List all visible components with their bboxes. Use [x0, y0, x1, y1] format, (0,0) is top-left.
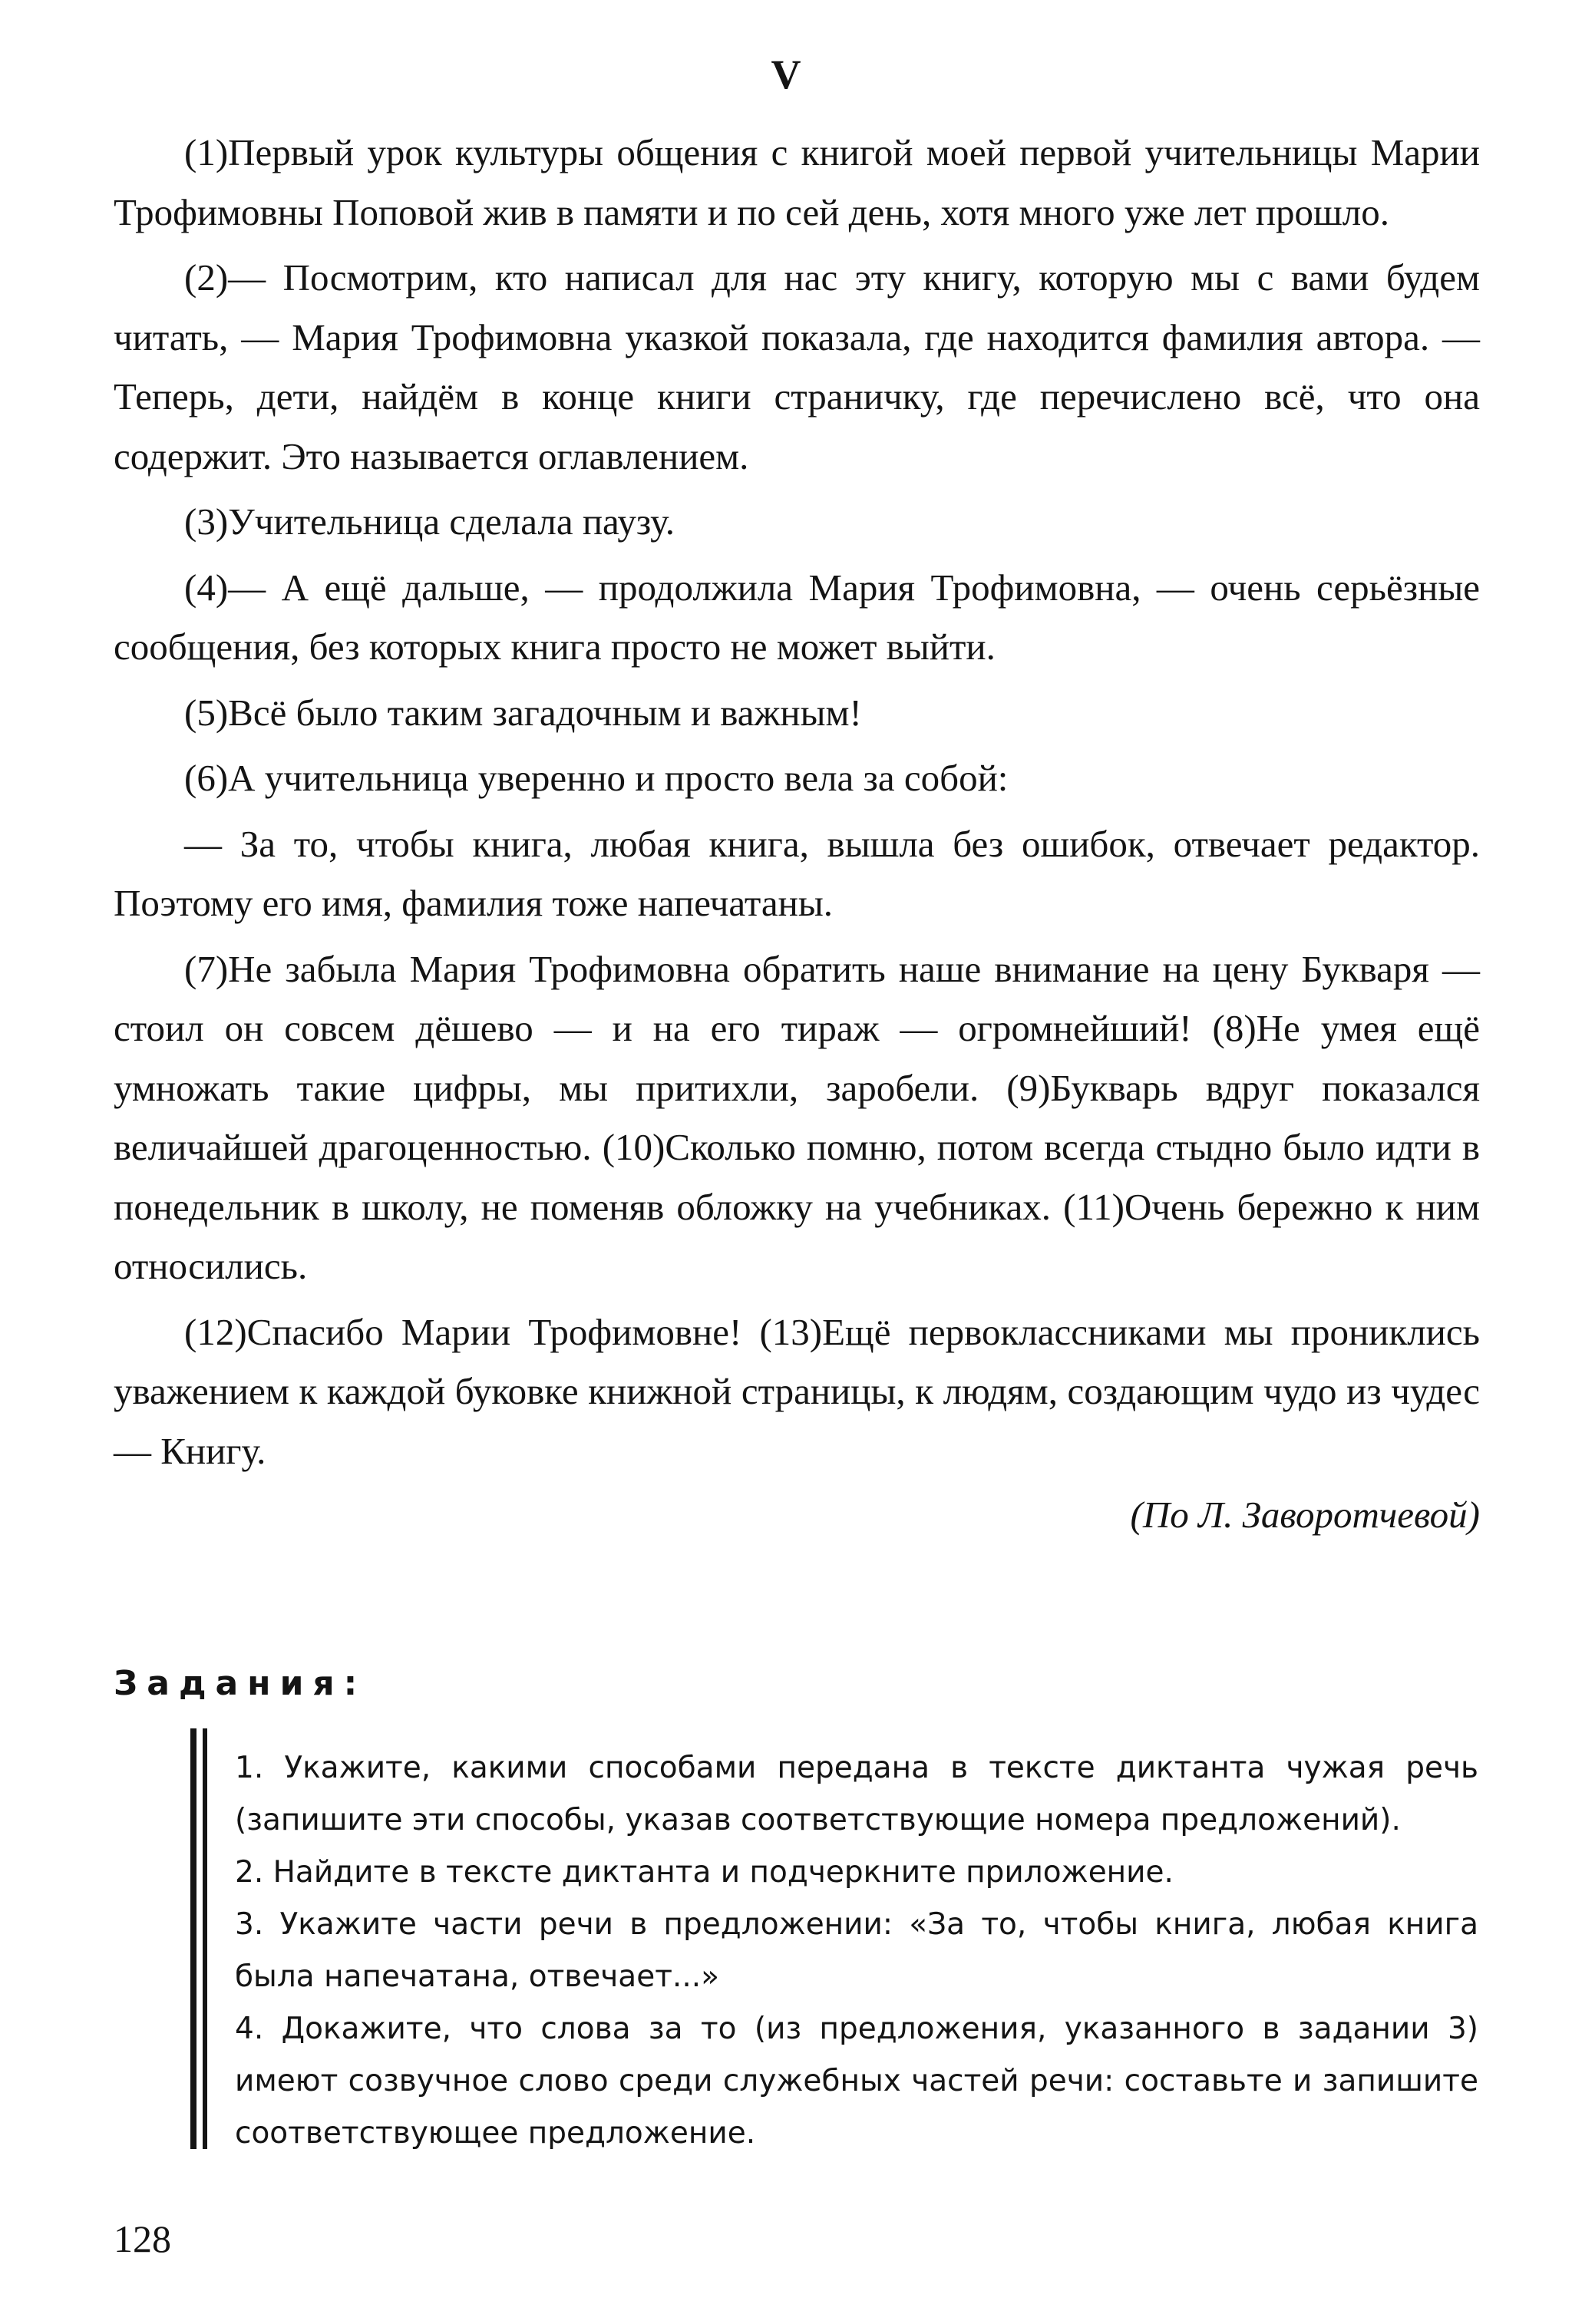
task-1: 1. Укажите, какими способами передана в тексте диктанта чужая речь (запишите эти способы, указав соответствующие номера предложений).: [235, 1751, 1478, 1837]
page-number: 128: [114, 2217, 171, 2260]
paragraph-7: — За то, чтобы книга, любая книга, вышла без ошибок, отвечает редактор. Поэтому его имя, фамилия тоже напечатаны.: [114, 822, 1480, 924]
paragraph-3: (3)Учительница сделала паузу.: [184, 500, 675, 543]
dictation-text: [114, 123, 1480, 1545]
paragraph-4: (4)— А ещё дальше, — продолжила Мария Трофимовна, — очень серьёзные сообщения, без которых книга просто не может выйти.: [114, 566, 1480, 668]
paragraph-2: (2)— Посмотрим, кто написал для нас эту книгу, которую мы с вами будем читать, — Мария Трофимовна указкой показала, где находится фамилия автора. — Теперь, дети, найдём в конце книги страничку, где перечислено всё, что она содержит. Это называется оглавлением.: [114, 256, 1480, 477]
tasks-list: [235, 1742, 1478, 2160]
paragraph-5: (5)Всё было таким загадочным и важным!: [184, 691, 862, 734]
paragraph-6: (6)А учительница уверенно и просто вела за собой:: [184, 757, 1009, 799]
tasks-left-rule-inner: [203, 1728, 207, 2149]
task-3: 3. Укажите части речи в предложении: «За то, чтобы книга, любая книга была напечатана, отвечает...»: [235, 1907, 1478, 1994]
paragraph-1: (1)Первый урок культуры общения с книгой моей первой учительницы Марии Трофимовны Поповой жив в памяти и по сей день, хотя много уже лет прошло.: [114, 131, 1480, 233]
tasks-left-rule: [190, 1728, 196, 2149]
paragraph-9: (12)Спасибо Марии Трофимовне! (13)Ещё первоклассниками мы прониклись уважением к каждой буковке книжной страницы, к людям, создающим чудо из чудес — Книгу.: [114, 1310, 1480, 1472]
tasks-heading: Задания:: [114, 1664, 367, 1703]
paragraph-8: (7)Не забыла Мария Трофимовна обратить наше внимание на цену Букваря — стоил он совсем дёшево — и на его тираж — огромнейший! (8)Не умея ещё умножать такие цифры, мы притихли, заробели. (9)Букварь вдруг показался величайшей драгоценностью. (10)Сколько помню, потом всегда стыдно было идти в понедельник в школу, не поменяв обложку на учебниках. (11)Очень бережно к ним относились.: [114, 947, 1480, 1287]
tasks-box: [190, 1728, 1488, 2149]
section-numeral: V: [771, 51, 801, 97]
attribution: (По Л. Заворотчевой): [1130, 1494, 1480, 1536]
task-2: 2. Найдите в тексте диктанта и подчеркните приложение.: [235, 1855, 1174, 1890]
task-4: 4. Докажите, что слова за то (из предложения, указанного в задании 3) имеют созвучное слово среди служебных частей речи: составьте и запишите соответствующее предложение.: [235, 2012, 1478, 2151]
